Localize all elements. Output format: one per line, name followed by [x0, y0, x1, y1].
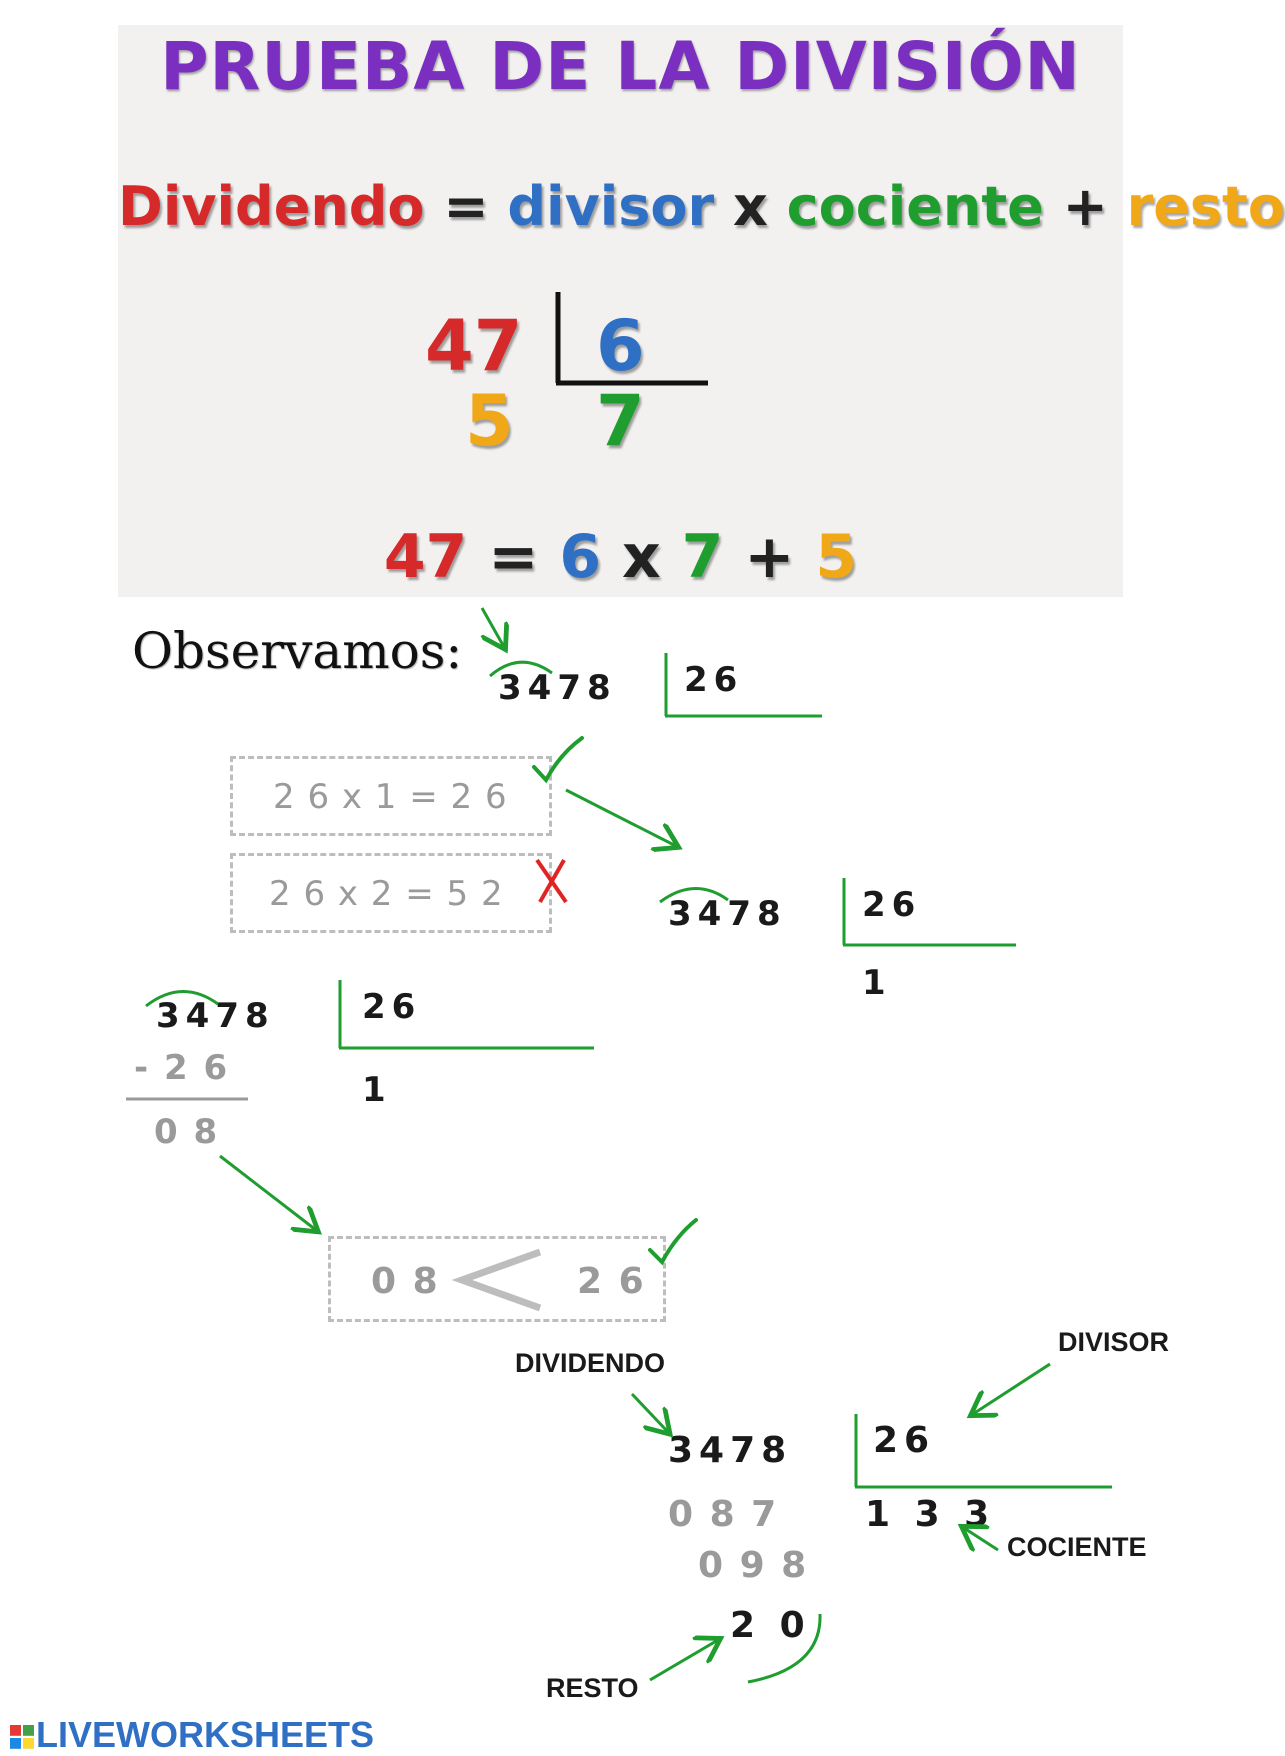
trial-2-text: 2 6 x 2 = 5 2	[269, 874, 504, 914]
formula-equals: =	[443, 175, 489, 238]
final-row2: 0 9 8	[698, 1545, 809, 1586]
label-resto: RESTO	[546, 1673, 639, 1703]
step2-dividend: 3478	[668, 894, 787, 934]
final-row1: 0 8 7	[668, 1494, 779, 1535]
example-bracket	[556, 292, 708, 383]
arrow-to-compare	[220, 1156, 316, 1230]
step3-quotient: 1	[362, 1070, 392, 1110]
formula-divisor: divisor	[507, 175, 715, 238]
step1-dividend: 3478	[498, 668, 617, 708]
step3-bracket	[339, 980, 594, 1048]
example-dividend: 47	[425, 305, 523, 387]
arrow-divisor	[973, 1364, 1050, 1414]
final-bracket	[855, 1414, 1112, 1487]
check-divisor: 6	[559, 522, 602, 592]
cross-icon	[537, 860, 566, 902]
example-quotient: 7	[596, 380, 645, 462]
step2-quotient: 1	[862, 963, 892, 1003]
logo-text: LIVEWORKSHEETS	[36, 1714, 375, 1755]
compare-left: 0 8	[371, 1261, 440, 1302]
formula-times: x	[732, 175, 768, 238]
check-icon	[534, 738, 582, 780]
remainder-arc	[748, 1614, 820, 1682]
final-remainder: 2 0	[730, 1605, 811, 1646]
step3-result: 0 8	[154, 1112, 220, 1152]
step2-bracket	[843, 878, 1016, 945]
arrow-cociente	[964, 1528, 998, 1550]
example-divisor: 6	[596, 305, 645, 387]
check-icon-compare	[650, 1220, 696, 1262]
final-quotient: 1 3 3	[865, 1494, 996, 1535]
step1-divisor: 26	[684, 660, 744, 700]
formula-resto: resto	[1126, 175, 1285, 238]
label-dividendo: DIVIDENDO	[515, 1348, 666, 1378]
less-than-icon	[462, 1252, 540, 1308]
check-remainder: 5	[815, 522, 858, 592]
page-title: PRUEBA DE LA DIVISIÓN	[160, 28, 1081, 105]
check-dividend: 47	[383, 522, 468, 592]
observe-label: Observamos:	[132, 622, 463, 680]
step1-arc	[490, 662, 552, 676]
step2-divisor: 26	[862, 885, 922, 925]
trial-1-text: 2 6 x 1 = 2 6	[273, 777, 508, 817]
compare-right: 2 6	[577, 1261, 646, 1302]
arrow-to-step2	[566, 790, 676, 846]
formula-dividendo: Dividendo	[118, 175, 425, 238]
formula-cociente: cociente	[786, 175, 1044, 238]
label-divisor: DIVISOR	[1058, 1327, 1170, 1357]
example-remainder: 5	[465, 380, 514, 462]
arrow-dividendo	[632, 1394, 668, 1432]
step3-divisor: 26	[362, 987, 422, 1027]
check-quotient: 7	[681, 522, 724, 592]
check-plus: +	[744, 522, 795, 592]
step1-bracket	[665, 653, 822, 716]
check-equals: =	[488, 522, 539, 592]
step3-subtract: - 2 6	[134, 1048, 230, 1088]
final-dividend: 3478	[668, 1430, 793, 1471]
step3-arc	[146, 991, 218, 1006]
label-cociente: COCIENTE	[1007, 1532, 1147, 1562]
step2-arc	[660, 888, 728, 902]
final-divisor: 26	[873, 1420, 936, 1461]
arrow-resto	[650, 1640, 718, 1680]
check-times: x	[622, 522, 661, 592]
arrow-step1	[482, 608, 504, 647]
formula-plus: +	[1062, 175, 1108, 238]
step3-dividend: 3478	[156, 996, 275, 1036]
